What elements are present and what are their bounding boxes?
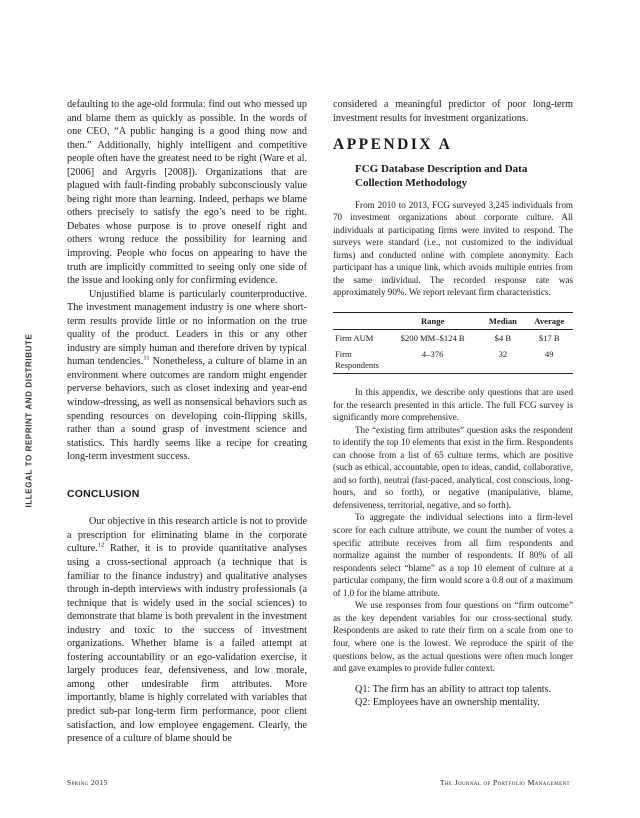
survey-question: Q2: Employees have an ownership mentality. — [355, 697, 540, 709]
appendix-heading: APPENDIX A — [333, 136, 453, 154]
paragraph: In this appendix, we describe only questions that are used for the research presented in this article. The full FCG survey is significantly more comprehensive. — [333, 387, 573, 423]
footer-issue: Spring 2015 — [67, 778, 108, 787]
table-header-cell: Average — [525, 313, 573, 330]
left-column — [67, 98, 307, 746]
table-cell: 32 — [480, 346, 525, 374]
copyright-notice: ILLEGAL TO REPRINT AND DISTRIBUTE — [24, 333, 34, 508]
table-cell: Firm AUM — [335, 333, 374, 344]
footer-journal-title: The Journal of Portfolio Management — [439, 778, 570, 787]
table-header-cell: Median — [480, 313, 525, 330]
table-row — [333, 330, 573, 347]
right-column — [333, 98, 573, 710]
survey-question: Q1: The firm has an ability to attract top talents. — [355, 683, 552, 695]
section-heading: CONCLUSION — [67, 487, 140, 500]
paragraph: From 2010 to 2013, FCG surveyed 3,245 individuals from 70 investment organizations about corporate culture. All individuals at participating firms were invited to respond. The surveys were standard (i.e., not customized to the individual firms) and conducted online with complete anonymity. Each participant has a unique link, which avoids multiple entries from the same individual. The recorded response rate was approximately 90%. We report relevant firm characteristics. — [333, 199, 573, 298]
table-header-cell — [333, 313, 385, 330]
paragraph: We use responses from four questions on “firm outcome” as the key dependent variables for our cross-sectional study. Respondents are asked to rate their firm on a scale from one to four, where one is the lowest. We reproduce the spirit of the questions below, as the actual questions were often much longer and gave examples to provide fuller context. — [333, 600, 573, 674]
footnote-marker: 12 — [97, 542, 105, 550]
appendix-subheading: FCG Database Description and Data Collection Methodology — [355, 162, 528, 189]
paragraph-text: Nonetheless, a culture of blame in an environment where outcomes are random might engender perverse behaviors, such as closet indexing and year-end window-dressing, as well as nonsensical behaviors such as spending resources on developing coin-flipping skills, rather than a sound grasp of investment science and statistics. This hardly seems like a recipe for creating long-term investment success. — [67, 356, 307, 463]
table-cell: $4 B — [494, 333, 512, 344]
paragraph: To aggregate the individual selections into a firm-level score for each culture attribute, we count the number of votes a specific attribute receives from all firm respondents and normalize against the number of respondents. If 80% of all respondents select “blame” as a top 10 element of culture at a particular company, the firm would score a 0.8 out of a maximum of 1.0 for the blame attribute. — [333, 512, 573, 598]
table-header-cell: Range — [385, 313, 480, 330]
table-cell: Firm Respondents — [333, 346, 385, 374]
paragraph — [67, 288, 307, 464]
table-cell: 49 — [525, 346, 573, 374]
firm-characteristics-table — [333, 312, 573, 374]
paragraph-text: Unjustified blame is particularly counterproductive. The investment management industry is one where short-term results provide little or no information on the true quality of the product. Leaders in this or any other industry are simply human and therefore driven by typical human tendencies. — [67, 288, 307, 368]
footnote-marker: 11 — [143, 355, 150, 362]
table-cell: $17 B — [538, 333, 560, 344]
paragraph: considered a meaningful predictor of poor long-term investment results for investment organizations. — [333, 99, 573, 124]
paragraph-text: Our objective in this research article is not to provide a prescription for eliminating blame in the corporate culture. — [67, 516, 307, 555]
paragraph-text: Rather, it is to provide quantitative analyses using a cross-sectional approach (a technique that is familiar to the finance industry) and qualitative analyses through in-depth interviews with industry professionals (a technique that is widely used in the social sciences) to demonstrate that blame is both prevalent in the investment industry and toxic to the success of investment organizations. Whether blame is a failed attempt at fostering accountability or an ego-validation exercise, it largely produces fear, defensiveness, and low morale, among other undesirable firm attributes. More importantly, blame is highly correlated with variables that predict sub-par long-term firm performance, poor client satisfaction, and low employee engagement. Clearly, the presence of a culture of blame should be — [67, 543, 307, 745]
paragraph: The “existing firm attributes” question asks the respondent to identify the top 10 elements that exist in the firm. Respondents can choose from a list of 65 culture terms, which are positive (such as ethical, accountable, open to ideas, candid, collaborative, and so forth), neutral (fast-paced, analytical, cost conscious, long-hours, and so forth), or negative (manipulative, blame, defensiveness, territorial, negative, and so forth). — [333, 424, 573, 510]
table-cell: $200 MM–$124 B — [400, 333, 465, 344]
copyright-sidebar — [22, 333, 36, 510]
table-row — [333, 346, 573, 374]
paragraph — [67, 515, 307, 745]
table-cell: 4–376 — [385, 346, 480, 374]
paragraph: defaulting to the age-old formula: find out who messed up and blame them as quickly as possible. In the words of one CEO, “A public hanging is a good thing now and then.” Additionally, highly intelligent and competitive people often have the greatest need to be right (Ware et al. [2006] and Argyris [2008]). Organizations that are plagued with fault-finding probably subconsciously value being right more than learning. Indeed, perhaps we blame others precisely to satisfy the ego’s need to be right. Debates whose purpose is to prove oneself right and others wrong reduce the possibility for learning and improving. People who focus on appearing to have the truth are implicitly committed to seeing only one side of the issue and looking only for confirming evidence. — [67, 99, 307, 287]
table-header-row — [333, 313, 573, 330]
